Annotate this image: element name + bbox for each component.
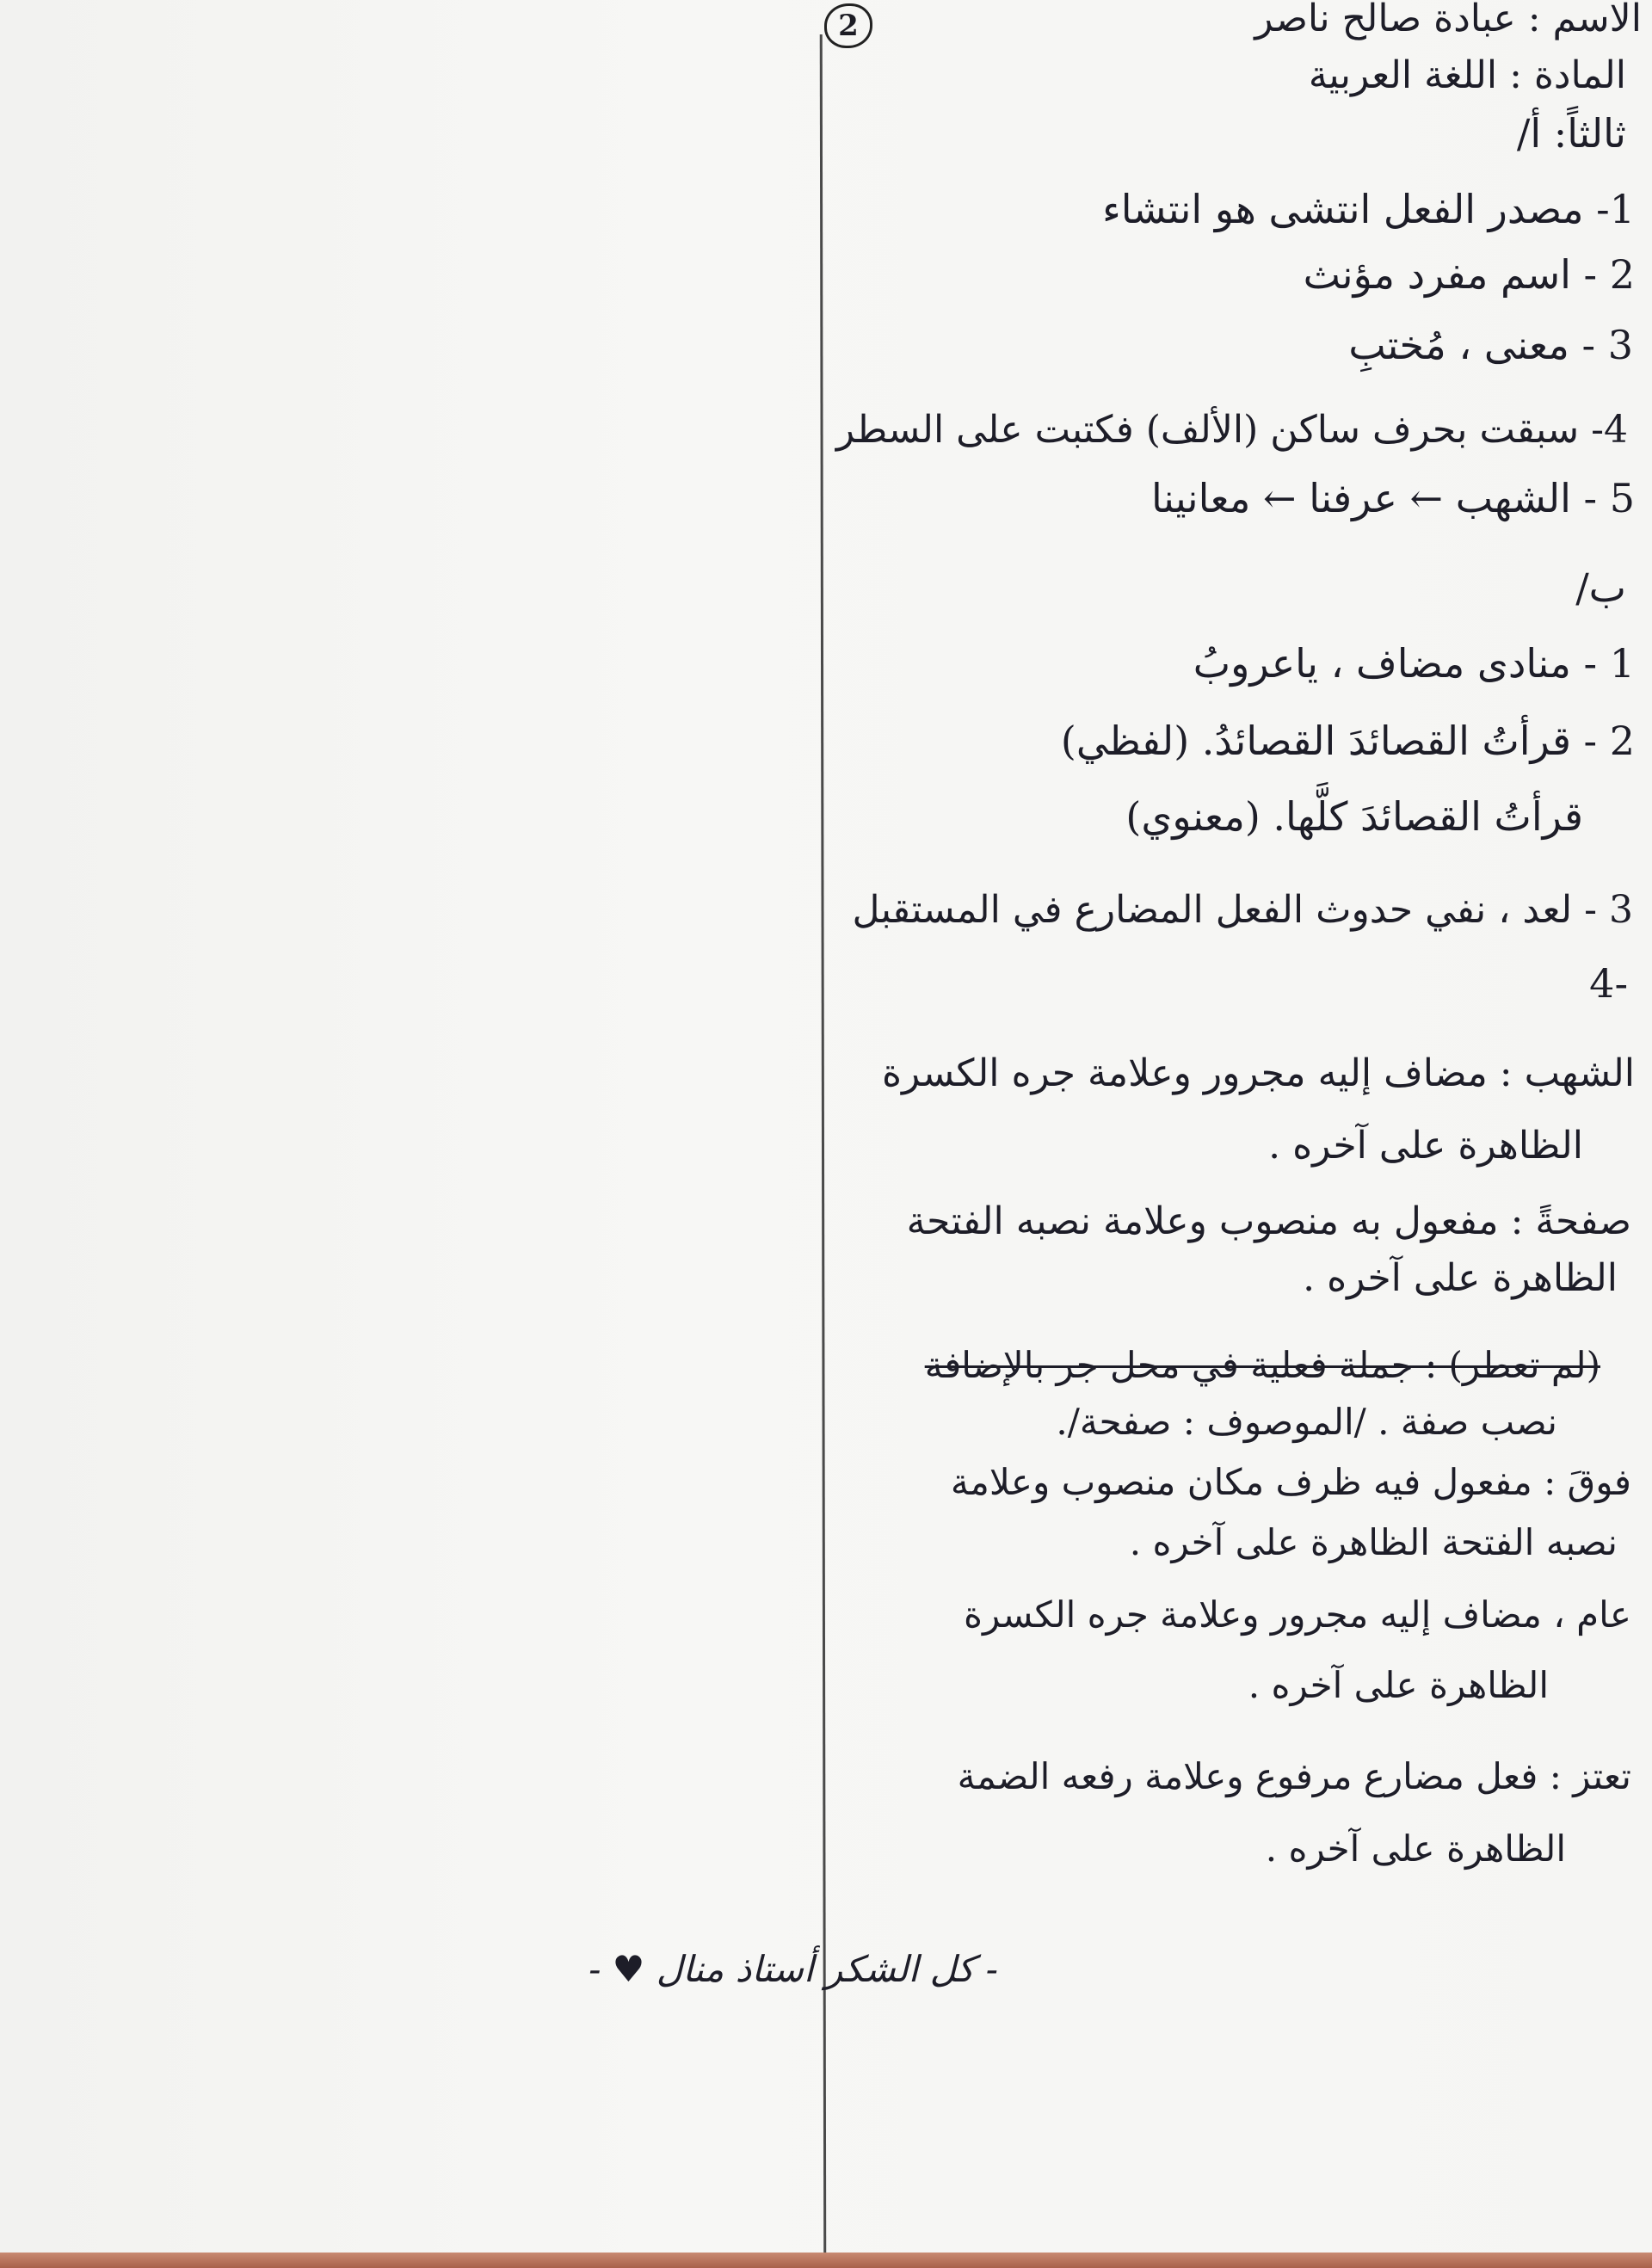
irab-line-3: صفحةً : مفعول به منصوب وعلامة نصبه الفتحة — [906, 1199, 1631, 1243]
irab-line-10: الظاهرة على آخره . — [1248, 1664, 1549, 1706]
irab-line-2: الظاهرة على آخره . — [1268, 1124, 1583, 1168]
irab-line-12: الظاهرة على آخره . — [1265, 1827, 1566, 1870]
irab-line-7: فوقَ : مفعول فيه ظرف مكان منصوب وعلامة — [950, 1461, 1631, 1503]
irab-line-9: عام ، مضاف إليه مجرور وعلامة جره الكسرة — [964, 1593, 1631, 1636]
part-b-label: ب/ — [1575, 564, 1626, 611]
irab-line-11: تعتز : فعل مضارع مرفوع وعلامة رفعه الضمة — [957, 1755, 1631, 1797]
question-label: ثالثاً: أ/ — [1516, 110, 1626, 157]
irab-line-1: الشهب : مضاف إليه مجرور وعلامة جره الكسرة — [881, 1051, 1635, 1095]
answer-b-1: 1 - منادى مضاف ، ياعروبُ — [1193, 640, 1635, 687]
irab-line-4: الظاهرة على آخره . — [1303, 1256, 1618, 1300]
irab-line-8: نصبه الفتحة الظاهرة على آخره . — [1129, 1521, 1618, 1563]
page-number: 2 — [838, 9, 859, 43]
subject: المادة : اللغة العربية — [1308, 53, 1626, 97]
answer-b-2-second: قرأتُ القصائدَ كلَّها. (معنوي) — [1125, 793, 1583, 840]
answer-b-2: 2 - قرأتُ القصائدَ القصائدُ. (لفظي) — [1060, 718, 1635, 764]
answer-a-3: 3 - معنى ، مُختبِ — [1348, 322, 1633, 368]
answer-a-4: 4- سبقت بحرف ساكن (الألف) فكتبت على السطر — [835, 408, 1628, 452]
irab-line-6: نصب صفة . /الموصوف : صفحة/. — [1056, 1401, 1557, 1443]
answer-a-5: 5 - الشهب ← عرفنا ← معانينا — [1151, 475, 1635, 521]
answer-b-4: -4 — [1589, 960, 1628, 1007]
page-number-badge — [824, 3, 872, 48]
closing-thanks: - كل الشكر أستاذ منال ♥ - — [589, 1948, 998, 1990]
page-bottom-edge — [0, 2253, 1652, 2268]
answer-a-1: 1- مصدر الفعل انتشى هو انتشاء — [1102, 186, 1635, 232]
page-fold-line — [820, 34, 827, 2263]
student-name: الاسم : عبادة صالح ناصر — [1254, 0, 1642, 40]
answer-b-3: 3 - لعد ، نفي حدوث الفعل المضارع في المستقبل — [852, 888, 1633, 932]
answer-a-2: 2 - اسم مفرد مؤنث — [1303, 251, 1635, 298]
irab-line-5: (لم تعطر) : جملة فعلية في محل جر بالإضافة — [924, 1344, 1600, 1386]
